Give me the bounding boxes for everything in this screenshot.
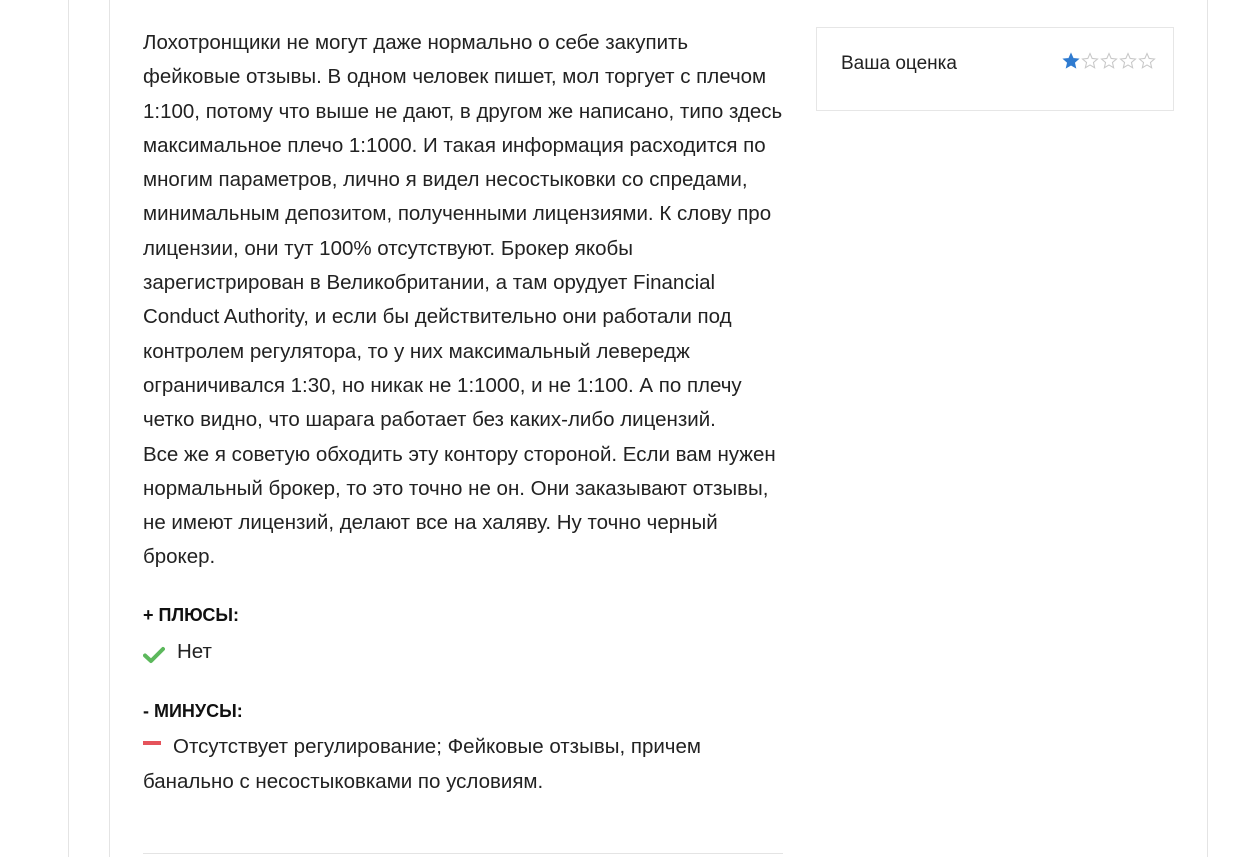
star-icon[interactable] [1062,52,1080,70]
rating-box [816,27,1174,111]
pros-text: Нет [177,639,212,663]
star-icon[interactable] [1081,52,1099,70]
right-border [1207,0,1208,857]
cons-text: Отсутствует регулирование; Фейковые отзывы, причем банально с несостыковками по условиям. [143,734,701,793]
review-body [143,26,783,575]
section-divider [143,853,783,854]
minus-icon [143,741,161,745]
review-paragraph: Все же я советую обходить эту контору стороной. Если вам нужен нормальный брокер, то это точно не он. Они заказывают отзывы, не имеют лицензий, делают все на халяву. Ну точно черный брокер. [143,442,776,569]
review-paragraph: Лохотронщики не могут даже нормально о себе закупить фейковые отзывы. В одном человек пишет, мол торгует с плечом 1:100, потому что выше не дают, в другом же написано, типо здесь максимальное плечо 1:1000. И такая информация расходится по многим параметров, лично я видел несостыковки со спредами, минимальным депозитом, полученными лицензиями. К слову про лицензии, они тут 100% отсутствуют. Брокер якобы зарегистрирован в Великобритании, а там орудует Financial Conduct Authority, и если бы действительно они работали под контролем регулятора, то у них максимальный левередж ограничивался 1:30, но никак не 1:1000, и не 1:100. А по плечу четко видно, что шарага работает без каких-либо лицензий. [143,31,783,432]
pros-item [143,634,783,669]
star-icon[interactable] [1119,52,1137,70]
rating-label: Ваша оценка [841,53,957,74]
star-rating[interactable] [1062,52,1157,70]
star-icon[interactable] [1138,52,1156,70]
left-border-outer [68,0,69,857]
star-icon[interactable] [1100,52,1118,70]
pros-heading: + ПЛЮСЫ: [143,604,240,625]
review-content [143,26,783,799]
cons-heading: - МИНУСЫ: [143,700,243,721]
cons-item [143,729,783,799]
check-icon [143,641,165,661]
left-border-inner [109,0,110,857]
